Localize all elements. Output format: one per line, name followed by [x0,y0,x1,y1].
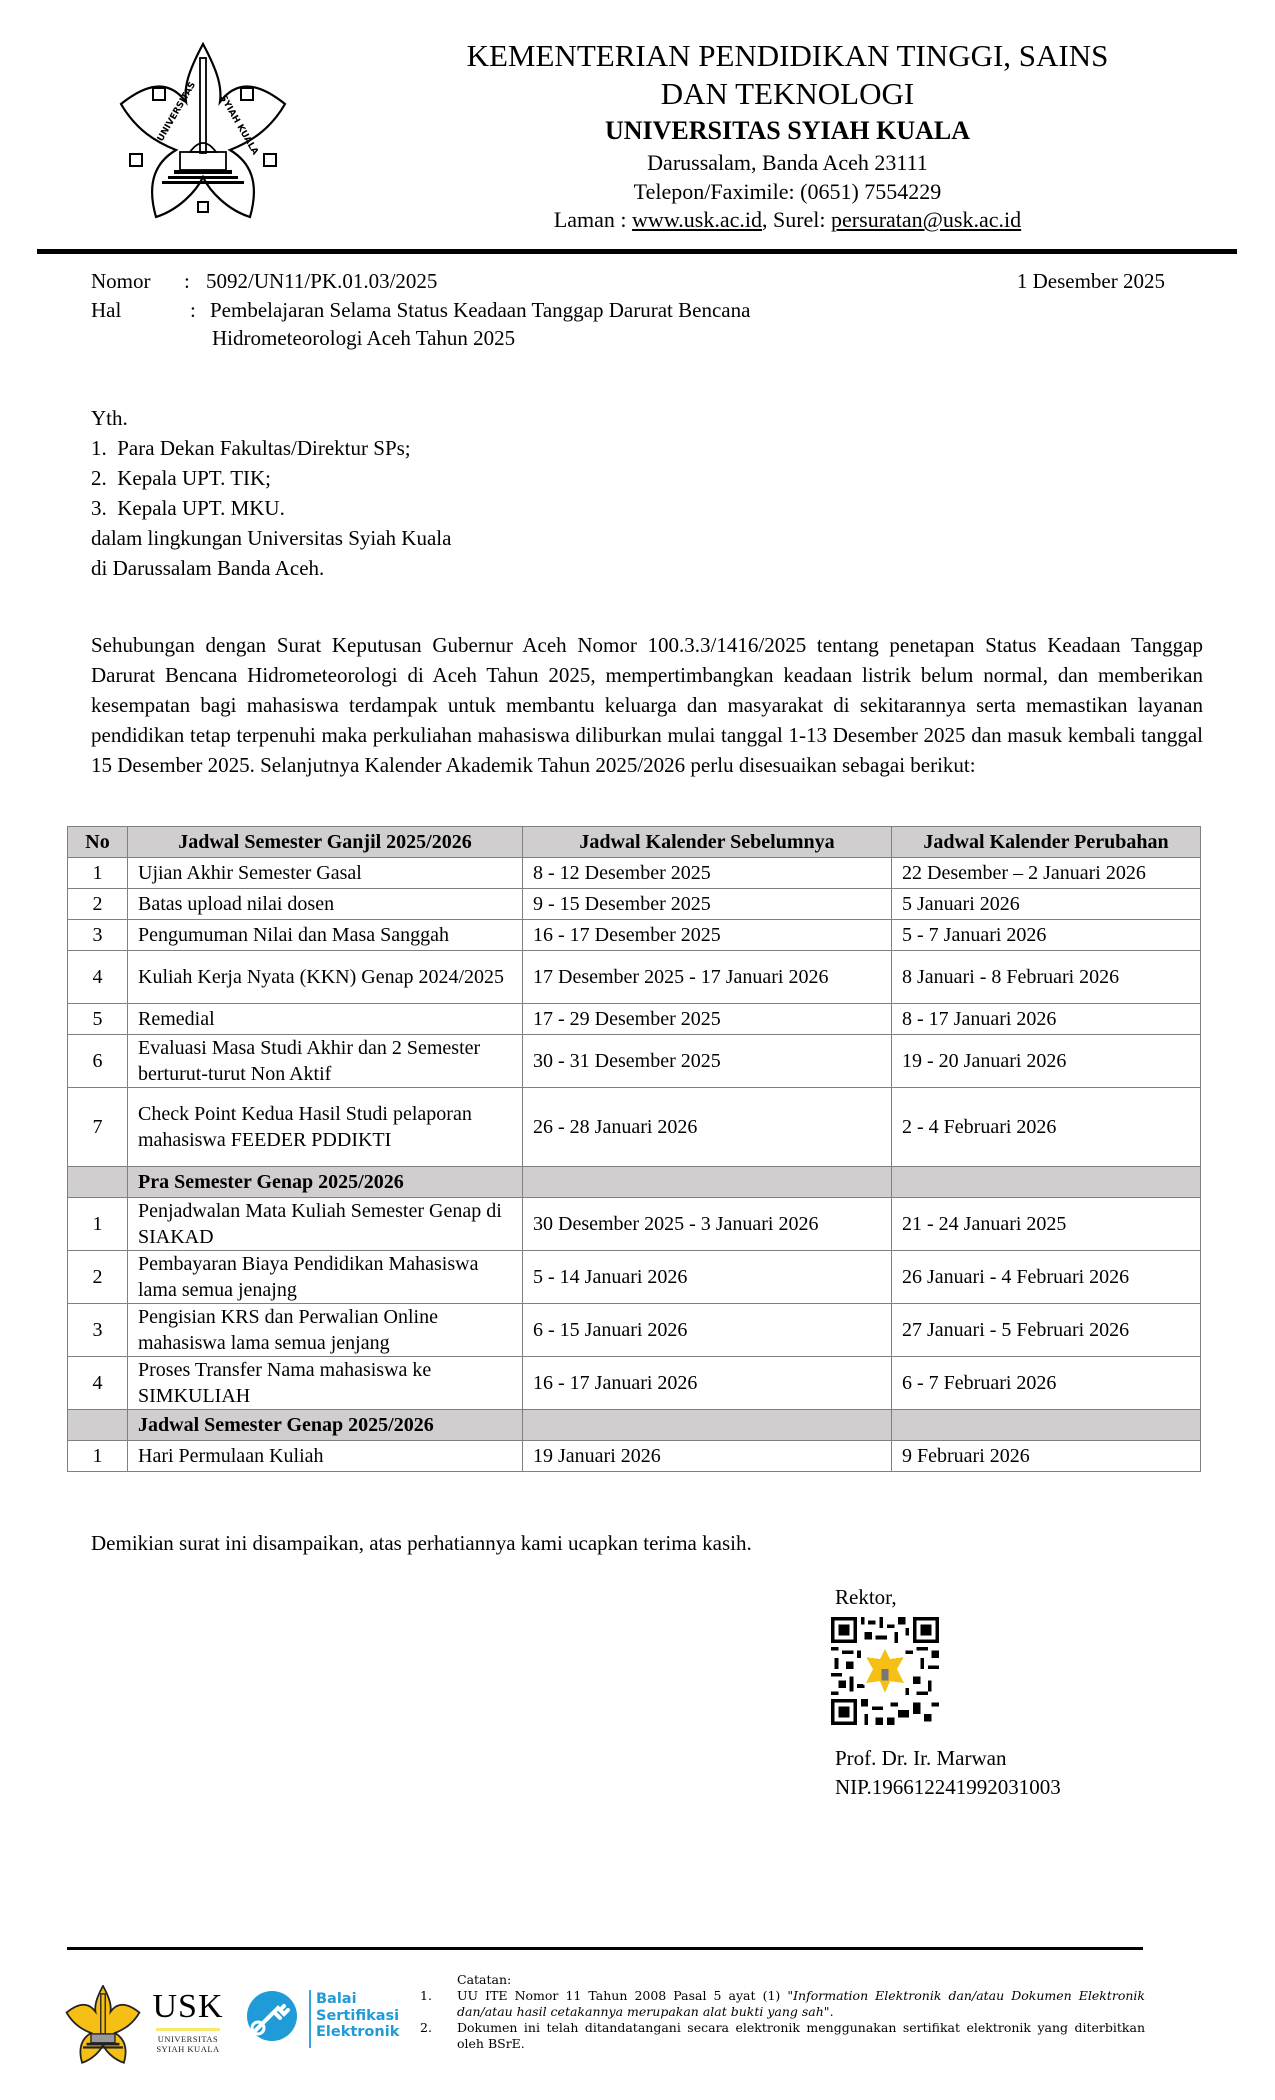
recipients [91,403,1203,583]
note-item: 1. UU ITE Nomor 11 Tahun 2008 Pasal 5 ayat (1) "Information Elektronik dan/atau Dokumen Elektronik dan/atau hasil cetakannya merupakan alat bukti yang sah". [420,1988,1146,2019]
ministry-name-line2: DAN TEKNOLOGI [660,76,915,111]
academic-calendar-table [67,826,1201,1472]
nomor-colon: : [184,269,190,293]
salutation: Yth. [91,406,128,430]
signatory-block [835,1744,1061,1802]
usk-emblem-icon [60,1985,146,2065]
letterhead-divider [37,249,1237,254]
website-link[interactable]: www.usk.ac.id [632,207,762,232]
contact-line [300,209,1275,231]
footer-divider [67,1947,1143,1950]
header-revised-schedule: Jadwal Kalender Perubahan [892,827,1201,858]
web-label: Laman : [553,207,633,232]
table-section-header: Pra Semester Genap 2025/2026 [68,1167,1201,1198]
table-row: 3 Pengisian KRS dan Perwalian Online mahasiswa lama semua jenjang 6 - 15 Januari 2026 27 Januari - 5 Februari 2026 [68,1304,1201,1357]
email-label: , Surel: [761,207,832,232]
nomor-value: 5092/UN11/PK.01.03/2025 [206,269,438,293]
table-row: 1 Ujian Akhir Semester Gasal 8 - 12 Desember 2025 22 Desember – 2 Januari 2026 [68,858,1201,889]
usk-wordmark: USK UNIVERSITAS SYIAH KUALA [152,1988,224,2054]
recipient-location: di Darussalam Banda Aceh. [91,556,325,580]
signatory-nip: NIP.196612241992031003 [835,1775,1061,1799]
note-item: 2. Dokumen ini telah ditandatangani secara elektronik menggunakan sertifikat elektronik yang diterbitkan oleh BSrE. [420,2020,1145,2051]
table-row: 3 Pengumuman Nilai dan Masa Sanggah 16 - 17 Desember 2025 5 - 7 Januari 2026 [68,920,1201,951]
hal-label: Hal [91,298,122,322]
letter-date: 1 Desember 2025 [1016,269,1165,293]
bsre-wordmark: Balai Sertifikasi Elektronik [316,1991,400,2040]
subject-line2: Hidrometeorologi Aceh Tahun 2025 [212,326,516,350]
recipient-item: 2. Kepala UPT. TIK; [91,466,272,490]
footer-notes [420,1972,1145,2052]
nomor-label: Nomor [91,269,151,293]
email-link[interactable]: persuratan@usk.ac.id [831,207,1022,232]
table-row: 5 Remedial 17 - 29 Desember 2025 8 - 17 Januari 2026 [68,1004,1201,1035]
university-emblem-icon [110,42,296,222]
svg-text:SYIAH KUALA: SYIAH KUALA [217,93,260,157]
table-row: 2 Batas upload nilai dosen 9 - 15 Desember 2025 5 Januari 2026 [68,889,1201,920]
table-row: 4 Proses Transfer Nama mahasiswa ke SIMKULIAH 16 - 17 Januari 2026 6 - 7 Februari 2026 [68,1357,1201,1410]
phone: Telepon/Faximile: (0651) 7554229 [633,179,942,204]
table-row: 2 Pembayaran Biaya Pendidikan Mahasiswa lama semua jenajng 5 - 14 Januari 2026 26 Januari - 4 Februari 2026 [68,1251,1201,1304]
header-previous-schedule: Jadwal Kalender Sebelumnya [523,827,892,858]
address: Darussalam, Banda Aceh 23111 [647,150,928,175]
signatory-name: Prof. Dr. Ir. Marwan [835,1746,1007,1770]
table-row: 6 Evaluasi Masa Studi Akhir dan 2 Semester berturut-turut Non Aktif 30 - 31 Desember 2025 19 - 20 Januari 2026 [68,1035,1201,1088]
table-row: 1 Penjadwalan Mata Kuliah Semester Genap di SIAKAD 30 Desember 2025 - 3 Januari 2026 21 - 24 Januari 2025 [68,1198,1201,1251]
table-section-header: Jadwal Semester Genap 2025/2026 [68,1410,1201,1441]
table-header-row [68,827,1201,858]
header-activity: Jadwal Semester Ganjil 2025/2026 [128,827,523,858]
university-name: UNIVERSITAS SYIAH KUALA [604,116,971,145]
signatory-title: Rektor, [835,1585,897,1609]
usk-abbr: USK [152,1988,224,2025]
bsre-divider [309,1990,311,2048]
recipient-item: 1. Para Dekan Fakultas/Direktur SPs; [91,436,411,460]
recipient-scope: dalam lingkungan Universitas Syiah Kuala [91,526,452,550]
recipient-item: 3. Kepala UPT. MKU. [91,496,285,520]
usk-underline [156,2028,220,2031]
header-no: No [68,827,128,858]
qr-code-signature-icon[interactable] [831,1617,939,1725]
subject-line1: Pembelajaran Selama Status Keadaan Tanggap Darurat Bencana [210,298,751,322]
notes-title: Catatan: [457,1972,512,1987]
table-row: 4 Kuliah Kerja Nyata (KKN) Genap 2024/2025 17 Desember 2025 - 17 Januari 2026 8 Januari - 8 Februari 2026 [68,951,1201,1004]
closing-sentence: Demikian surat ini disampaikan, atas perhatiannya kami ucapkan terima kasih. [91,1531,752,1555]
ministry-name-line1: KEMENTERIAN PENDIDIKAN TINGGI, SAINS [466,38,1109,73]
table-row: 1 Hari Permulaan Kuliah 19 Januari 2026 9 Februari 2026 [68,1441,1201,1472]
bsre-key-icon [246,1990,298,2042]
table-row: 7 Check Point Kedua Hasil Studi pelaporan mahasiswa FEEDER PDDIKTI 26 - 28 Januari 2026 2 - 4 Februari 2026 [68,1088,1201,1167]
hal-colon: : [190,298,196,322]
body-paragraph: Sehubungan dengan Surat Keputusan Gubernur Aceh Nomor 100.3.3/1416/2025 tentang penetapan Status Keadaan Tanggap Darurat Bencana Hidrometeorologi di Aceh Tahun 2025, mempertimbangkan keadaan listrik belum normal, dan memberikan kesempatan bagi mahasiswa terdampak untuk membantu keluarga dan masyarakat di sekitarannya serta memastikan layanan pendidikan tetap terpenuhi maka perkuliahan mahasiswa diliburkan mulai tanggal 1-13 Desember 2025 dan masuk kembali tanggal 15 Desember 2025. Selanjutnya Kalender Akademik Tahun 2025/2026 perlu disesuaikan sebagai berikut: [91,633,1203,777]
svg-text:UNIVERSITAS: UNIVERSITAS [155,80,199,144]
